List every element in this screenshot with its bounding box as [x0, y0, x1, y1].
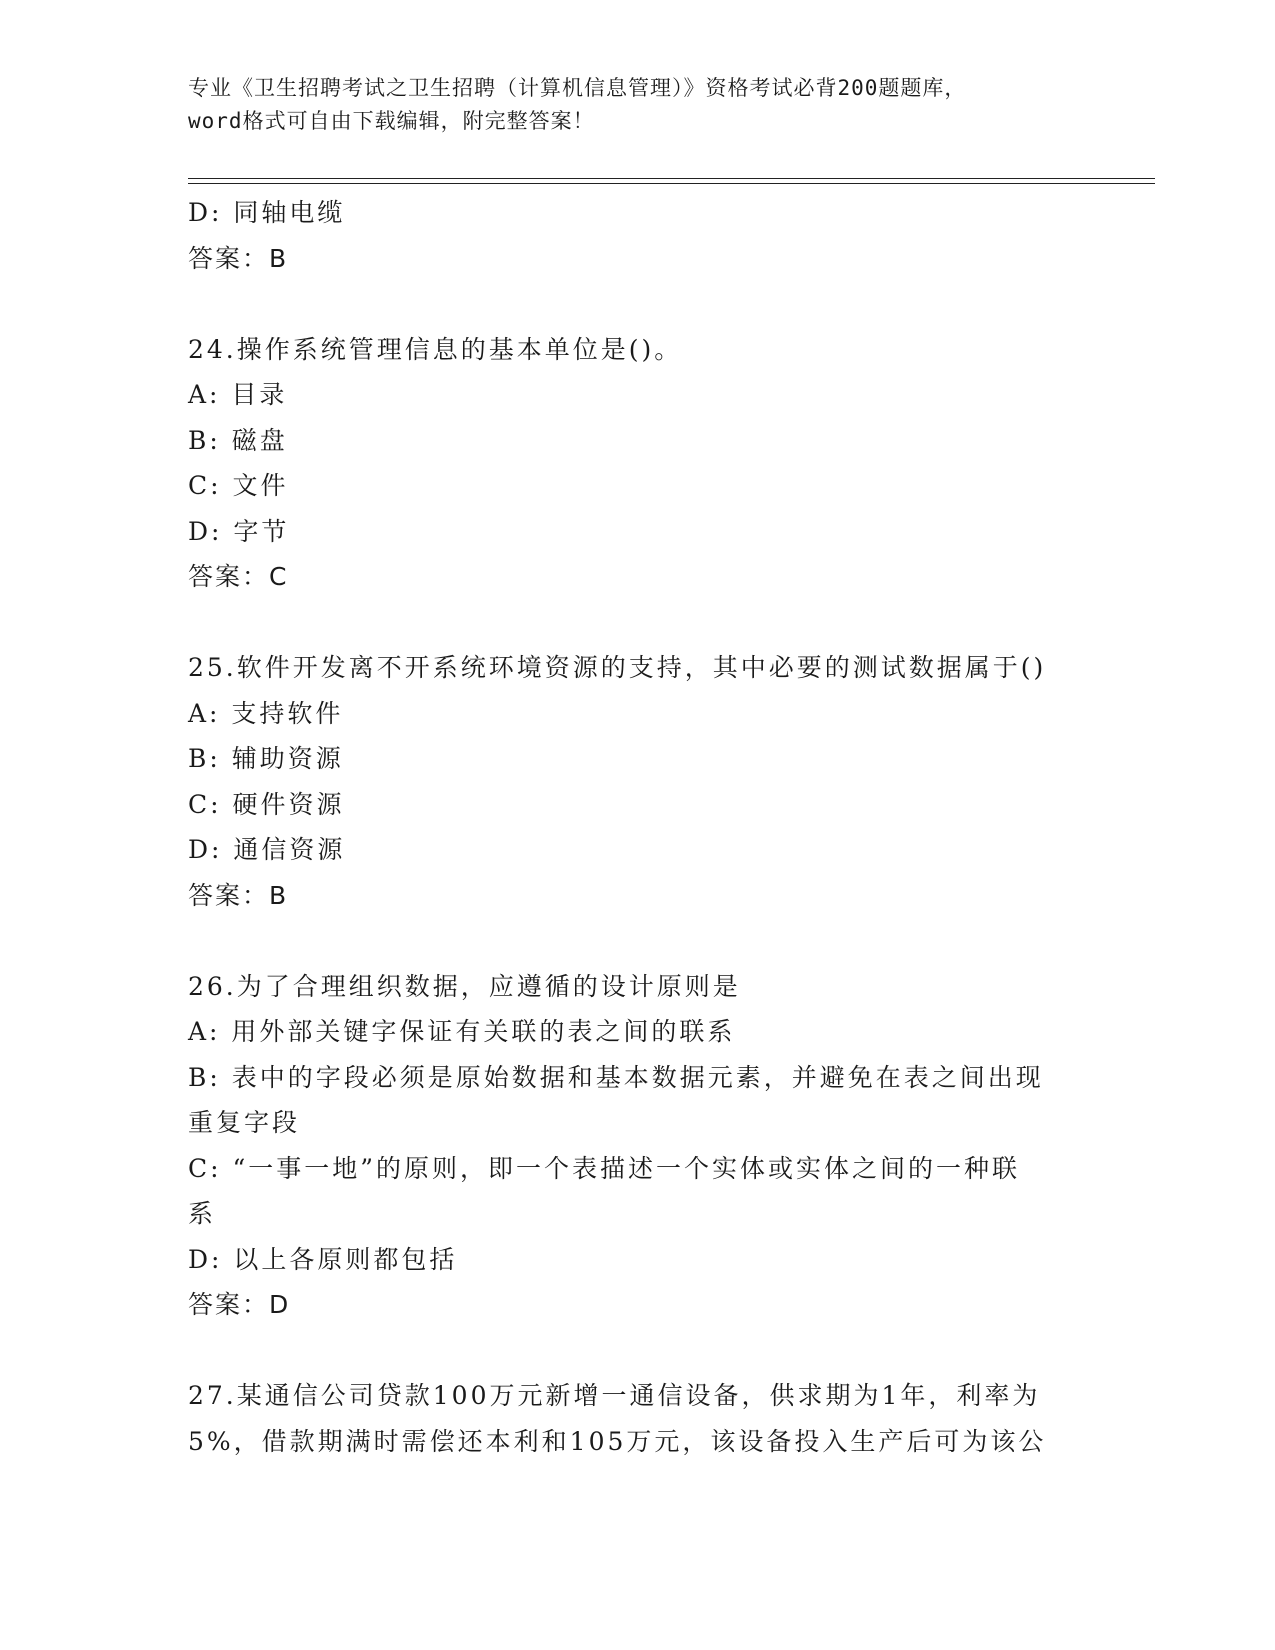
- option-d: D: 以上各原则都包括: [188, 1244, 458, 1274]
- option-a: A: 目录: [188, 380, 288, 409]
- question-list: [188, 190, 1088, 1464]
- answer: 答案：B: [188, 880, 289, 910]
- option-b-line-2: 重复字段: [188, 1108, 301, 1137]
- header-divider-bottom: [188, 183, 1155, 184]
- answer: 答案：B: [188, 243, 289, 273]
- question-24: [188, 327, 1088, 600]
- option-d: D: 同轴电缆: [188, 198, 346, 227]
- question-27: [188, 1373, 1088, 1464]
- question-text: 24.操作系统管理信息的基本单位是()。: [188, 334, 683, 364]
- spacer: [188, 1328, 1088, 1374]
- option-a: A: 用外部关键字保证有关联的表之间的联系: [188, 1017, 736, 1046]
- question-text: 25.软件开发离不开系统环境资源的支持，其中必要的测试数据属于(): [188, 653, 1047, 682]
- option-a: A: 支持软件: [188, 698, 344, 728]
- option-c-line-2: 系: [188, 1199, 217, 1228]
- header-title-line-1: 专业《卫生招聘考试之卫生招聘（计算机信息管理）》资格考试必背200题题库，: [188, 76, 967, 100]
- option-d: D: 字节: [188, 516, 290, 546]
- option-d: D: 通信资源: [188, 835, 346, 864]
- spacer: [188, 281, 1088, 327]
- question-25: [188, 645, 1088, 918]
- spacer: [188, 600, 1088, 646]
- header-title-line-2: word格式可自由下载编辑，附完整答案！: [188, 109, 595, 133]
- document-header: [188, 72, 1088, 138]
- option-b: B: 辅助资源: [188, 744, 344, 773]
- answer: 答案：D: [188, 1290, 291, 1319]
- question-26: [188, 964, 1088, 1328]
- spacer: [188, 918, 1088, 964]
- header-divider-top: [188, 178, 1155, 179]
- option-b-line-1: B: 表中的字段必须是原始数据和基本数据元素，并避免在表之间出现: [188, 1062, 1044, 1092]
- option-c: C: 文件: [188, 471, 289, 500]
- question-23-tail: [188, 190, 1088, 281]
- question-text-line-2: 5%，借款期满时需偿还本利和105万元，该设备投入生产后可为该公: [188, 1426, 1047, 1456]
- question-text: 26.为了合理组织数据，应遵循的设计原则是: [188, 971, 741, 1001]
- option-b: B: 磁盘: [188, 425, 288, 455]
- question-text-line-1: 27.某通信公司贷款100万元新增一通信设备，供求期为1年，利率为: [188, 1381, 1041, 1410]
- answer: 答案：C: [188, 562, 289, 591]
- option-c: C: 硬件资源: [188, 789, 345, 819]
- option-c-line-1: C: “一事一地”的原则，即一个表描述一个实体或实体之间的一种联: [188, 1153, 1021, 1183]
